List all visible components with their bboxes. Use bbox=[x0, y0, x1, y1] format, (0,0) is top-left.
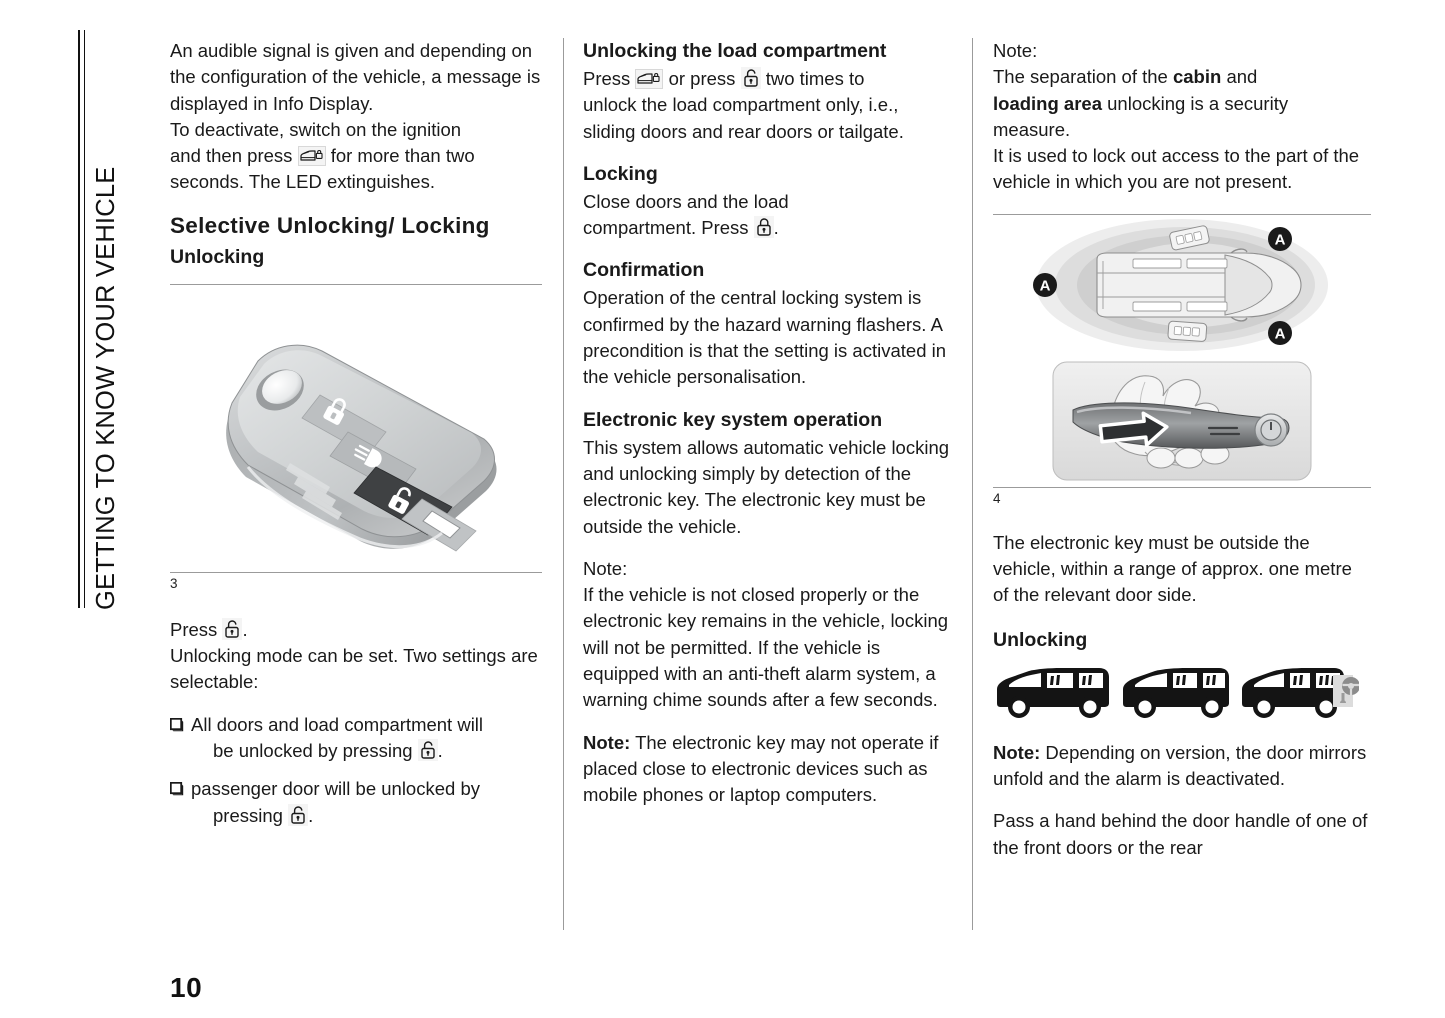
heading-unlocking-load-compartment: Unlocking the load compartment bbox=[583, 40, 887, 62]
van-with-lock-icon bbox=[635, 69, 663, 89]
intro-paragraph: An audible signal is given and depending on the configuration of the vehicle, a message is displayed in Info Display. bbox=[170, 40, 541, 114]
heading-locking: Locking bbox=[583, 162, 658, 185]
svg-text:A: A bbox=[1039, 277, 1051, 295]
note-2 bbox=[583, 730, 955, 809]
chapter-label: GETTING TO KNOW YOUR VEHICLE bbox=[91, 166, 120, 610]
press-load-c: two times to bbox=[765, 68, 865, 89]
deactivate-line-1: To deactivate, switch on the ignition bbox=[170, 118, 462, 140]
column-2 bbox=[583, 38, 955, 825]
svg-text:A: A bbox=[1274, 231, 1286, 249]
column-divider-1 bbox=[563, 38, 564, 930]
unlock-load-rest: unlock the load compartment only, i.e., sliding doors and rear doors or tailgate. bbox=[583, 94, 904, 142]
bullet-2-period: . bbox=[308, 804, 314, 826]
note-cabin-bold-loading-area: loading area bbox=[993, 92, 1102, 114]
figure-4-number: 4 bbox=[993, 490, 1001, 506]
note-version bbox=[993, 740, 1371, 793]
heading-selective-unlocking-locking: Selective Unlocking/ Locking bbox=[170, 212, 490, 238]
press-period: . bbox=[242, 618, 248, 640]
key-fob-image bbox=[170, 285, 542, 572]
unlocking-mode-text: Unlocking mode can be set. Two settings are selectable: bbox=[170, 645, 538, 693]
note-cabin-bold-cabin: cabin bbox=[1172, 66, 1222, 88]
locking-line-1: Close doors and the load bbox=[583, 190, 789, 212]
note-1-body: If the vehicle is not closed properly or the electronic key remains in the vehicle, locking will not be permitted. If the vehicle is equipped with an anti-theft alarm system, a warning chime sounds after a few seconds. bbox=[583, 584, 949, 711]
figure-4-rule-bottom bbox=[993, 487, 1371, 488]
bullet-2-line-b-wrap bbox=[191, 803, 480, 829]
column-1 bbox=[170, 38, 542, 841]
note-cabin-line-2-rest: unlocking is a security bbox=[1107, 92, 1289, 114]
bullet-2-line-b: pressing bbox=[213, 804, 283, 826]
note-cabin-a: The separation of the bbox=[993, 66, 1168, 88]
heading-electronic-key-system-operation: Electronic key system operation bbox=[583, 408, 883, 431]
electronic-key-body: This system allows automatic vehicle locking and unlocking simply by detection of the electronic key. The electronic key must be outside the vehicle. bbox=[583, 436, 950, 537]
square-bullet-icon bbox=[170, 718, 184, 765]
zone-marker-a-left bbox=[1033, 273, 1057, 297]
note-cabin-line-3: measure. bbox=[993, 118, 1071, 140]
padlock-open-icon bbox=[418, 739, 438, 761]
note-1-label: Note: bbox=[583, 557, 628, 579]
press-load-b: or press bbox=[668, 68, 736, 89]
pass-hand-body: Pass a hand behind the door handle of one of the front doors or the rear bbox=[993, 810, 1368, 858]
zone-marker-a-bottom-right bbox=[1268, 321, 1292, 345]
figure-4-detection-zones bbox=[993, 214, 1371, 508]
van-versions-icon-row bbox=[993, 663, 1371, 724]
bullet-1-line-a: All doors and load compartment will bbox=[191, 713, 484, 735]
bullet-2-line-a: passenger door will be unlocked by bbox=[191, 778, 480, 800]
square-bullet-icon bbox=[170, 782, 184, 829]
press-label: Press bbox=[170, 618, 218, 640]
bullet-1-line-b-wrap bbox=[191, 738, 483, 764]
svg-text:A: A bbox=[1274, 325, 1286, 343]
note-version-body: Depending on version, the door mirrors unfold and the alarm is deactivated. bbox=[993, 741, 1367, 789]
deactivate-text-b: for more than two bbox=[330, 145, 475, 167]
range-text: The electronic key must be outside the vehicle, within a range of approx. one metre of the relevant door side. bbox=[993, 531, 1352, 606]
press-load-a: Press bbox=[583, 68, 631, 89]
padlock-open-icon bbox=[288, 804, 308, 826]
zone-marker-a-top-right bbox=[1268, 227, 1292, 251]
figure-3-key-fob bbox=[170, 284, 542, 593]
padlock-closed-icon bbox=[754, 216, 774, 238]
van-with-lock-icon bbox=[298, 146, 326, 166]
heading-confirmation: Confirmation bbox=[583, 259, 705, 282]
bullet-item-passenger-door bbox=[170, 776, 542, 829]
column-3 bbox=[993, 38, 1371, 861]
figure-3-number: 3 bbox=[170, 575, 178, 591]
column-divider-2 bbox=[972, 38, 973, 930]
bullet-1-text bbox=[191, 712, 483, 765]
steering-wheel-icon bbox=[1333, 675, 1359, 707]
note-2-body: The electronic key may not operate if placed close to electronic devices such as mobile phones or laptop computers. bbox=[583, 731, 939, 806]
locking-text-a: compartment. Press bbox=[583, 217, 749, 239]
note-cabin-line-2 bbox=[993, 91, 1371, 117]
press-load-line bbox=[583, 66, 955, 92]
detection-zone-diagram bbox=[993, 215, 1371, 360]
confirmation-body: Operation of the central locking system is confirmed by the hazard warning flashers. A precondition is that the setting is activated in the vehicle personalisation. bbox=[583, 287, 947, 388]
heading-unlocking-col1: Unlocking bbox=[170, 245, 265, 268]
page-number: 10 bbox=[170, 972, 203, 1003]
note-version-label: Note: bbox=[993, 741, 1041, 763]
bullet-2-text bbox=[191, 776, 480, 829]
heading-unlocking-col3: Unlocking bbox=[993, 628, 1088, 651]
note-cabin-line-4: It is used to lock out access to the part of the vehicle in which you are not present. bbox=[993, 145, 1360, 193]
deactivate-line-3: seconds. The LED extinguishes. bbox=[170, 171, 435, 193]
deactivate-text-a: and then press bbox=[170, 145, 293, 167]
bullet-1-period: . bbox=[437, 739, 443, 761]
note-2-label: Note: bbox=[583, 731, 631, 753]
figure-3-rule-bottom bbox=[170, 572, 542, 573]
note-cabin-line-1 bbox=[993, 64, 1371, 90]
chapter-sidebar bbox=[78, 30, 134, 608]
bullet-item-all-doors bbox=[170, 712, 542, 765]
padlock-open-icon bbox=[741, 67, 761, 89]
door-handle-hand-image bbox=[993, 360, 1371, 487]
press-unlock-line bbox=[170, 617, 542, 643]
padlock-open-icon bbox=[222, 618, 242, 640]
locking-period: . bbox=[773, 217, 779, 239]
bullet-1-line-b: be unlocked by pressing bbox=[213, 739, 413, 761]
locking-line-2 bbox=[583, 215, 955, 241]
note-cabin-label: Note: bbox=[993, 40, 1038, 61]
deactivate-line-2 bbox=[170, 143, 542, 169]
note-cabin-c: and bbox=[1226, 66, 1258, 88]
